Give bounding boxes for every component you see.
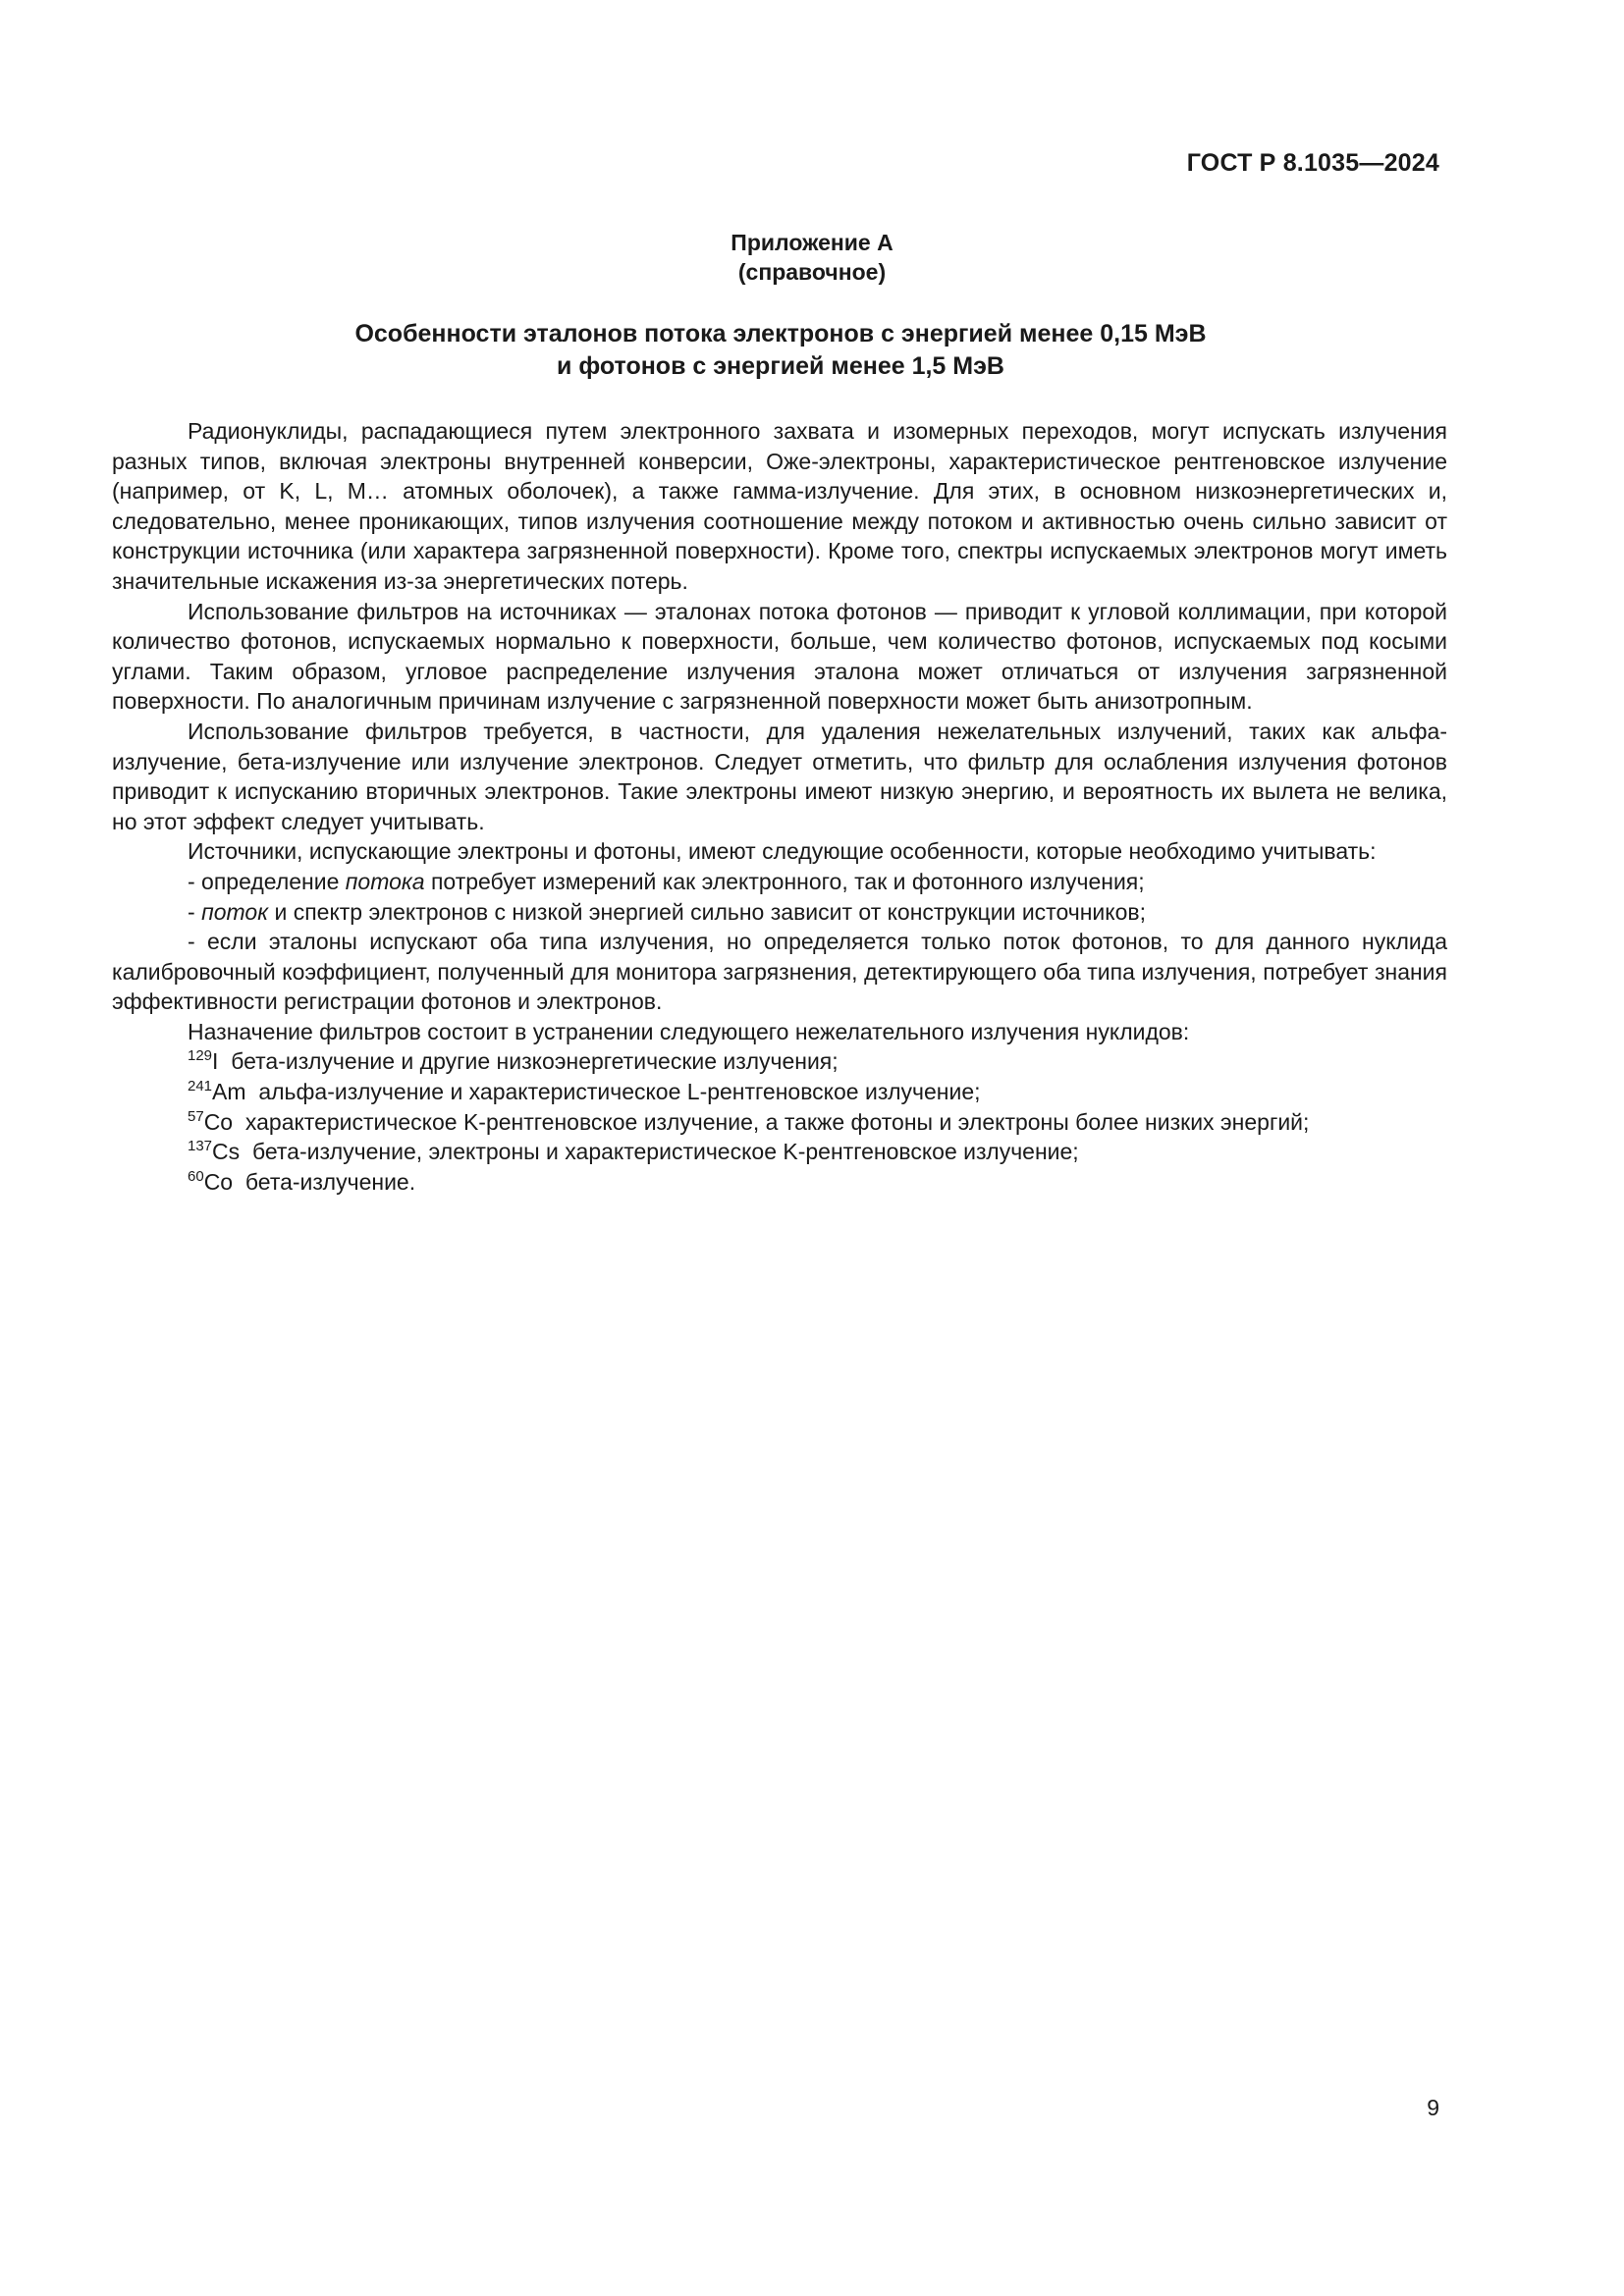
nuclide-symbol: Co bbox=[203, 1108, 234, 1135]
paragraph-3: Использование фильтров требуется, в частности, для удаления нежелательных излучений, таких как альфа-излучение, бета-излучение или излучение электронов. Следует отметить, что фильтр для ослабления излучения фотонов приводит к испусканию вторичных электронов. Такие электроны имеют низкую энергию, и вероятность их вылета не велика, но этот эффект следует учитывать. bbox=[112, 718, 1447, 834]
section-title-line-1: Особенности эталонов потока электронов с энергией менее 0,15 МэВ bbox=[354, 320, 1207, 347]
nuclide-symbol: Co bbox=[203, 1168, 234, 1195]
nuclide-mass-number: 129 bbox=[188, 1047, 213, 1065]
appendix-heading bbox=[0, 228, 1624, 287]
nuclide-description: бета-излучение. bbox=[244, 1168, 416, 1195]
section-title-line-2: и фотонов с энергией менее 1,5 МэВ bbox=[557, 352, 1004, 380]
nuclide-mass-number: 241 bbox=[188, 1078, 213, 1095]
nuclide-description: бета-излучение, электроны и характеристическое K-рентгеновское излучение; bbox=[251, 1139, 1079, 1165]
nuclide-mass-number: 137 bbox=[188, 1138, 213, 1155]
list-item-3: - если эталоны испускают оба типа излучения, но определяется только поток фотонов, то для данного нуклида калибровочный коэффициент, полученный для монитора загрязнения, детектирующего оба типа излучения, потребует знания эффективности регистрации фотонов и электронов. bbox=[112, 929, 1447, 1015]
paragraph-2: Использование фильтров на источниках — эталонах потока фотонов — приводит к угловой коллимации, при которой количество фотонов, испускаемых нормально к поверхности, больше, чем количество фотонов, испускаемых под косыми углами. Таким образом, угловое распределение излучения эталона может отличаться от излучения загрязненной поверхности. По аналогичным причинам излучение с загрязненной поверхности может быть анизотропным. bbox=[112, 598, 1447, 715]
paragraph-5: Назначение фильтров состоит в устранении следующего нежелательного излучения нуклидов: bbox=[188, 1018, 1190, 1044]
document-body bbox=[112, 416, 1447, 1197]
nuclide-symbol: I bbox=[212, 1048, 219, 1075]
list-item-2-prefix: - bbox=[188, 898, 202, 925]
section-title bbox=[0, 318, 1561, 383]
appendix-type: (справочное) bbox=[737, 259, 887, 285]
nuclide-mass-number: 57 bbox=[188, 1107, 204, 1125]
nuclide-item bbox=[112, 1046, 1447, 1077]
paragraph-4: Источники, испускающие электроны и фотоны, имеют следующие особенности, которые необходимо учитывать: bbox=[188, 838, 1377, 865]
nuclide-description: бета-излучение и другие низкоэнергетические излучения; bbox=[231, 1048, 839, 1075]
list-item-2 bbox=[112, 897, 1447, 928]
nuclide-description: характеристическое K-рентгеновское излучение, а также фотоны и электроны более низких энергий; bbox=[244, 1108, 1310, 1135]
list-item-2-emphasis: поток bbox=[201, 898, 269, 925]
nuclide-item bbox=[112, 1077, 1447, 1107]
nuclide-item bbox=[112, 1137, 1447, 1167]
paragraph-1: Радионуклиды, распадающиеся путем электронного захвата и изомерных переходов, могут испускать излучения разных типов, включая электроны внутренней конверсии, Оже-электроны, характеристическое рентгеновское излучение (например, от K, L, M… атомных оболочек), а также гамма-излучение. Для этих, в основном низкоэнергетических и, следовательно, менее проникающих, типов излучения соотношение между потоком и активностью очень сильно зависит от конструкции источника (или характера загрязненной поверхности). Кроме того, спектры испускаемых электронов могут иметь значительные искажения из-за энергетических потерь. bbox=[112, 418, 1447, 594]
nuclide-mass-number: 60 bbox=[188, 1167, 204, 1185]
appendix-label: Приложение А bbox=[731, 230, 893, 255]
nuclide-item bbox=[112, 1107, 1447, 1138]
list-item-1 bbox=[112, 867, 1447, 897]
list-item-1-emphasis: потока bbox=[345, 868, 425, 894]
nuclide-item bbox=[112, 1167, 1447, 1198]
list-item-1-prefix: - определение bbox=[188, 868, 346, 894]
list-item-2-suffix: и спектр электронов с низкой энергией сильно зависит от конструкции источников; bbox=[268, 898, 1146, 925]
nuclide-symbol: Am bbox=[212, 1079, 246, 1105]
nuclide-symbol: Cs bbox=[212, 1139, 241, 1165]
nuclide-description: альфа-излучение и характеристическое L-рентгеновское излучение; bbox=[258, 1079, 981, 1105]
page-number: 9 bbox=[1427, 2095, 1439, 2120]
standard-number: ГОСТ Р 8.1035—2024 bbox=[1186, 149, 1439, 177]
list-item-1-suffix: потребует измерений как электронного, так и фотонного излучения; bbox=[424, 868, 1145, 894]
